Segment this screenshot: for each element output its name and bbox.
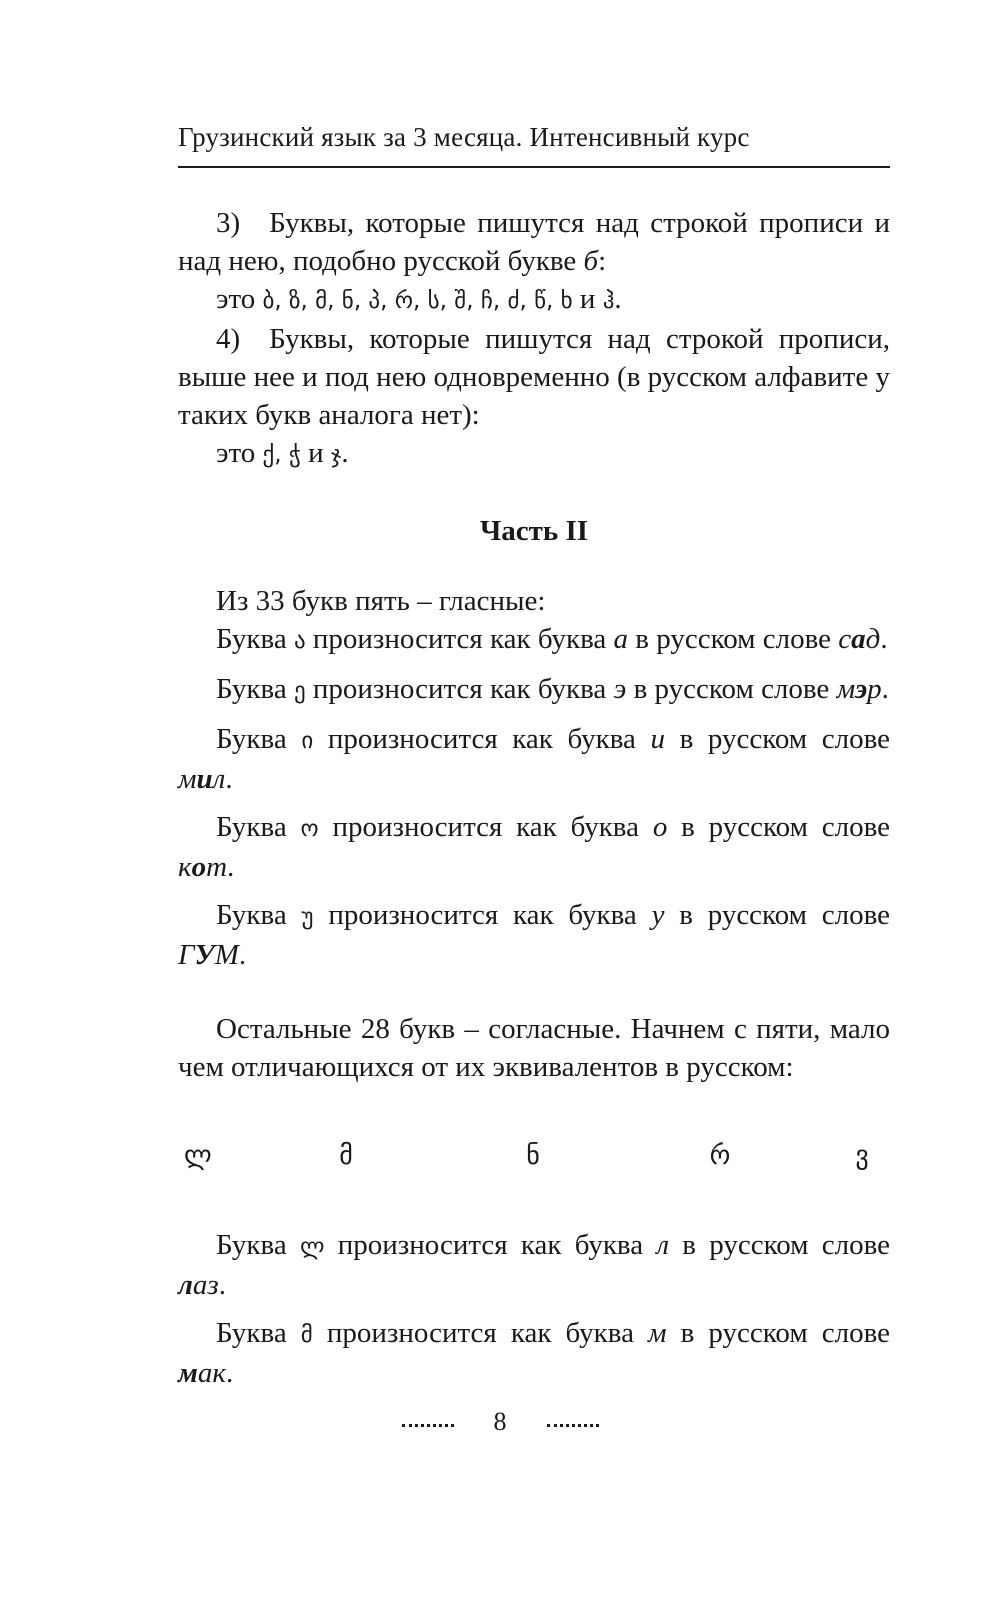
- word-stressed-part: л: [178, 1269, 193, 1301]
- consonant-letter: ლ: [184, 1141, 212, 1171]
- vowel-line: [178, 720, 890, 798]
- word-stressed-part: а: [851, 623, 866, 655]
- word-part: а: [192, 1269, 208, 1301]
- item-4-georgian-letters: ქ, ჭ: [262, 442, 301, 468]
- consonant-example-word: [178, 1269, 219, 1301]
- word-part: а: [197, 1357, 213, 1389]
- consonant-letter: რ: [709, 1141, 731, 1171]
- body-text: [178, 204, 890, 1392]
- word-stressed-part: м: [178, 1357, 198, 1389]
- vowel-example-word: [178, 939, 239, 971]
- consonant-middle: произносится как буква: [312, 1317, 649, 1349]
- vowel-prefix: Буква: [216, 811, 301, 843]
- word-part: р: [867, 673, 882, 705]
- vowel-line: [178, 670, 890, 710]
- vowel-prefix: Буква: [216, 673, 294, 705]
- consonant-example-word: [178, 1357, 226, 1389]
- vowel-end: .: [881, 673, 889, 705]
- vowel-item: [178, 720, 890, 798]
- section-title: Часть II: [479, 515, 589, 547]
- vowel-suffix: в русском слове: [664, 899, 890, 931]
- paragraph-item-3-letters: [178, 280, 890, 320]
- vowel-middle: произносится как буква: [305, 623, 614, 655]
- paragraph-item-4-letters: [178, 434, 890, 474]
- vowel-suffix: в русском слове: [667, 811, 890, 843]
- consonant-letter: ნ: [526, 1141, 540, 1171]
- word-stressed-part: У: [194, 939, 215, 971]
- consonant-georgian-letter: მ: [300, 1322, 313, 1348]
- vowel-prefix: Буква: [216, 723, 302, 755]
- vowel-line: [178, 896, 890, 974]
- item-3-and: и: [572, 283, 603, 315]
- vowel-georgian-letter: უ: [301, 904, 314, 930]
- item-4-list-prefix: это: [216, 437, 263, 469]
- consonant-letter: ვ: [855, 1141, 869, 1171]
- vowel-russian-letter: э: [613, 673, 627, 705]
- vowel-line: [178, 620, 890, 660]
- item-4-text: 4) Буквы, которые пишутся над строкой прописи, выше нее и под нею одновременно (в русском алфавите у таких букв аналога нет):: [178, 323, 890, 431]
- item-4-last-letter: ჯ: [330, 442, 342, 468]
- word-stressed-part: о: [191, 851, 207, 883]
- vowel-example-word: [178, 851, 227, 883]
- book-page: [178, 120, 890, 1392]
- vowel-russian-letter: и: [650, 723, 665, 755]
- vowel-end: .: [238, 939, 247, 971]
- vowel-item: [178, 896, 890, 974]
- consonant-russian-letter: м: [648, 1317, 667, 1349]
- item-3-colon: :: [598, 245, 607, 277]
- word-part: д: [865, 623, 881, 655]
- vowel-item: [178, 620, 890, 660]
- vowel-example-word: [178, 763, 225, 795]
- paragraph-item-4: [178, 320, 890, 434]
- vowel-suffix: в русском слове: [628, 623, 839, 655]
- item-3-text: 3) Буквы, которые пишутся над строкой прописи и над нею, подобно русской букве: [178, 207, 890, 277]
- word-part: с: [838, 623, 852, 655]
- vowel-list: [178, 620, 890, 974]
- item-3-end: .: [614, 283, 622, 315]
- word-part: з: [207, 1269, 219, 1301]
- page-footer: [0, 1405, 1000, 1439]
- vowel-end: .: [227, 851, 235, 883]
- word-part: т: [206, 851, 228, 883]
- vowel-item: [178, 808, 890, 886]
- vowel-suffix: в русском слове: [626, 673, 837, 705]
- word-part: м: [836, 673, 856, 705]
- consonants-intro: Остальные 28 букв – согласные. Начнем с пяти, мало чем отличающихся от их эквивалентов в русском:: [178, 1013, 890, 1083]
- consonant-middle: произносится как буква: [324, 1229, 657, 1261]
- vowels-intro: Из 33 букв пять – гласные:: [216, 585, 546, 617]
- word-part: м: [178, 763, 197, 795]
- item-3-georgian-letters: ბ, ზ, მ, ნ, პ, რ, ს, შ, ჩ, ძ, წ, ხ: [262, 288, 573, 314]
- word-part: л: [212, 763, 226, 795]
- page-number: 8: [493, 1407, 507, 1436]
- word-stressed-part: и: [196, 763, 213, 795]
- word-part: М: [214, 939, 239, 971]
- vowel-end: .: [880, 623, 888, 655]
- vowel-example-word: [837, 673, 882, 705]
- footer-dots-left: [402, 1424, 454, 1427]
- consonant-letters-row: [178, 1136, 890, 1176]
- paragraph-item-3: [178, 204, 890, 280]
- word-stressed-part: э: [855, 673, 868, 705]
- vowel-georgian-letter: ო: [300, 816, 319, 842]
- consonant-line: [178, 1226, 890, 1304]
- consonant-suffix: в русском слове: [669, 1229, 891, 1261]
- vowel-example-word: [838, 623, 880, 655]
- consonant-item: [178, 1314, 890, 1392]
- vowel-end: .: [225, 763, 233, 795]
- consonant-prefix: Буква: [216, 1229, 300, 1261]
- item-4-and: и: [300, 437, 331, 469]
- vowel-georgian-letter: ი: [301, 728, 314, 754]
- vowel-suffix: в русском слове: [665, 723, 890, 755]
- consonant-end: .: [225, 1357, 234, 1389]
- consonant-item: [178, 1226, 890, 1304]
- consonant-line: [178, 1314, 890, 1392]
- word-part: к: [212, 1357, 226, 1389]
- running-header: Грузинский язык за 3 месяца. Интенсивный курс: [178, 120, 890, 168]
- word-part: Г: [178, 939, 195, 971]
- vowel-middle: произносится как буква: [305, 673, 614, 705]
- item-3-example-letter: б: [583, 245, 599, 277]
- consonant-georgian-letter: ლ: [299, 1234, 325, 1260]
- consonant-end: .: [218, 1269, 226, 1301]
- item-3-list-prefix: это: [216, 283, 263, 315]
- vowel-russian-letter: у: [651, 899, 665, 931]
- footer-dots-right: [547, 1424, 599, 1427]
- vowel-russian-letter: о: [652, 811, 668, 843]
- vowel-prefix: Буква: [216, 899, 302, 931]
- word-part: к: [178, 851, 192, 883]
- vowel-middle: произносится как буква: [313, 723, 651, 755]
- vowel-line: [178, 808, 890, 886]
- vowel-middle: произносится как буква: [313, 899, 652, 931]
- consonant-suffix: в русском слове: [666, 1317, 890, 1349]
- consonant-letter: მ: [339, 1141, 353, 1171]
- item-3-last-letter: ჰ: [602, 288, 615, 314]
- vowel-item: [178, 670, 890, 710]
- item-4-end: .: [341, 437, 349, 469]
- vowel-georgian-letter: ე: [293, 678, 306, 704]
- vowel-georgian-letter: ა: [293, 628, 306, 654]
- vowel-russian-letter: а: [613, 623, 629, 655]
- consonant-prefix: Буква: [216, 1317, 301, 1349]
- vowel-middle: произносится как буква: [318, 811, 653, 843]
- vowel-prefix: Буква: [216, 623, 294, 655]
- consonant-russian-letter: л: [656, 1229, 670, 1261]
